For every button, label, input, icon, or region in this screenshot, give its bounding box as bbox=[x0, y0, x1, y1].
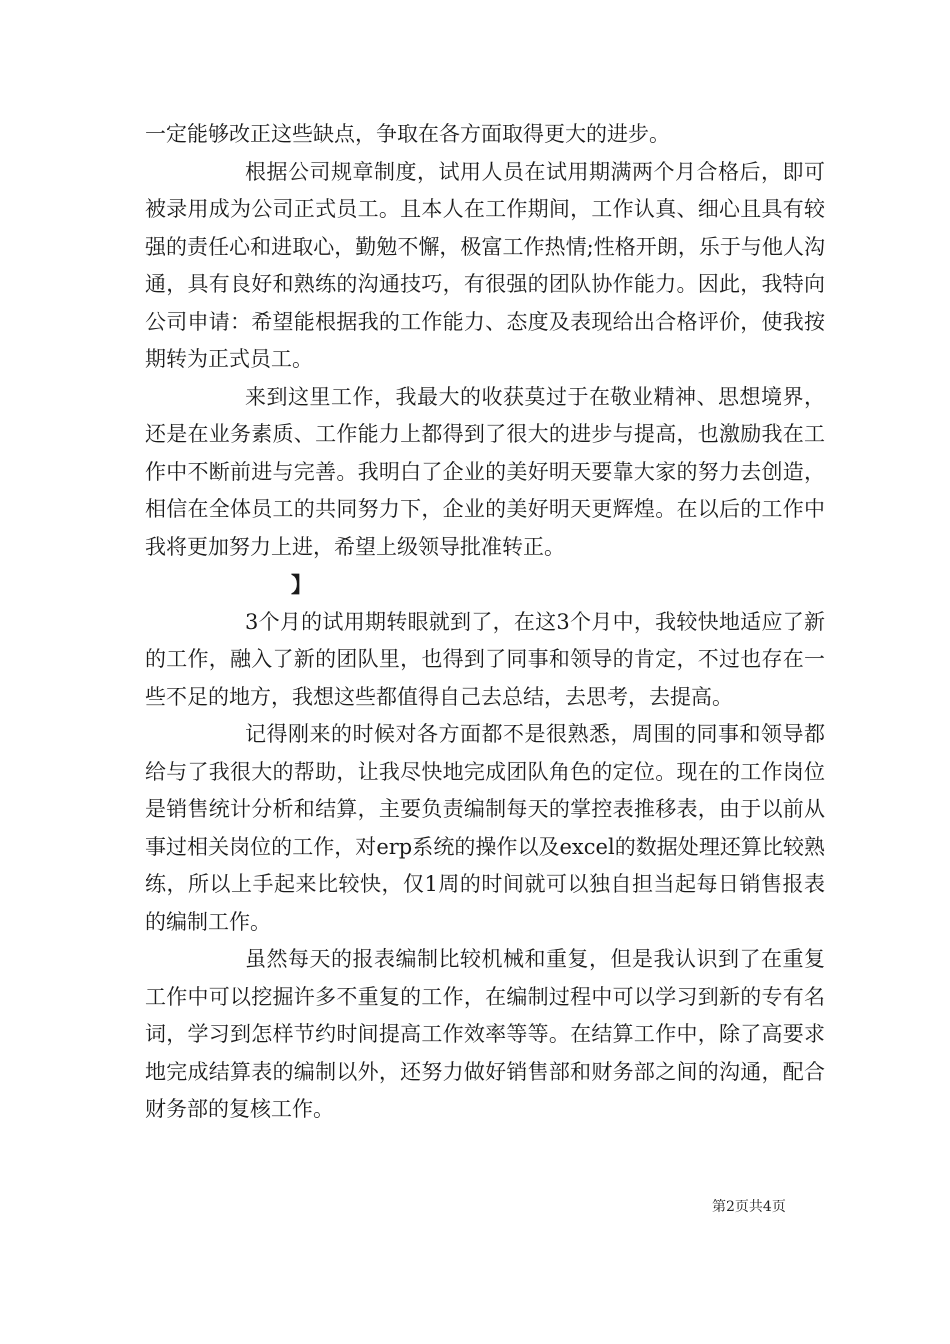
paragraph-position: 记得刚来的时候对各方面都不是很熟悉，周围的同事和领导都给与了我很大的帮助，让我尽快地完成团队角色的定位。现在的工作岗位是销售统计分析和结算，主要负责编制每天的掌控表推移表，由于以前从事过相关岗位的工作，对erp系统的操作以及excel的数据处理还算比较熟练，所以上手起来比较快，仅1周的时间就可以独自担当起每日销售报表的编制工作。 bbox=[145, 722, 825, 934]
paragraph-probation: 3个月的试用期转眼就到了，在这3个月中，我较快地适应了新的工作，融入了新的团队里，也得到了同事和领导的肯定，不过也存在一些不足的地方，我想这些都值得自己去总结，去思考，去提高。 bbox=[145, 609, 825, 709]
paragraph-gains: 来到这里工作，我最大的收获莫过于在敬业精神、思想境界，还是在业务素质、工作能力上都得到了很大的进步与提高，也激励我在工作中不断前进与完善。我明白了企业的美好明天要靠大家的努力去创造，相信在全体员工的共同努力下，企业的美好明天更辉煌。在以后的工作中我将更加努力上进，希望上级领导批准转正。 bbox=[145, 384, 825, 559]
paragraph-continuation: 一定能够改正这些缺点，争取在各方面取得更大的进步。 bbox=[145, 122, 670, 146]
paragraph-regulation: 根据公司规章制度，试用人员在试用期满两个月合格后，即可被录用成为公司正式员工。且本人在工作期间，工作认真、细心且具有较强的责任心和进取心，勤勉不懈，极富工作热情;性格开朗，乐于与他人沟通，具有良好和熟练的沟通技巧，有很强的团队协作能力。因此，我特向公司申请：希望能根据我的工作能力、态度及表现给出合格评价，使我按期转为正式员工。 bbox=[145, 159, 825, 371]
paragraph-reports: 虽然每天的报表编制比较机械和重复，但是我认识到了在重复工作中可以挖掘许多不重复的工作，在编制过程中可以学习到新的专有名词，学习到怎样节约时间提高工作效率等等。在结算工作中，除了高要求地完成结算表的编制以外，还努力做好销售部和财务部之间的沟通，配合财务部的复核工作。 bbox=[145, 947, 825, 1121]
bracket-mark: 】 bbox=[291, 572, 312, 597]
document-body bbox=[145, 116, 825, 1129]
page-footer: 第2页共4页 bbox=[712, 1199, 786, 1215]
